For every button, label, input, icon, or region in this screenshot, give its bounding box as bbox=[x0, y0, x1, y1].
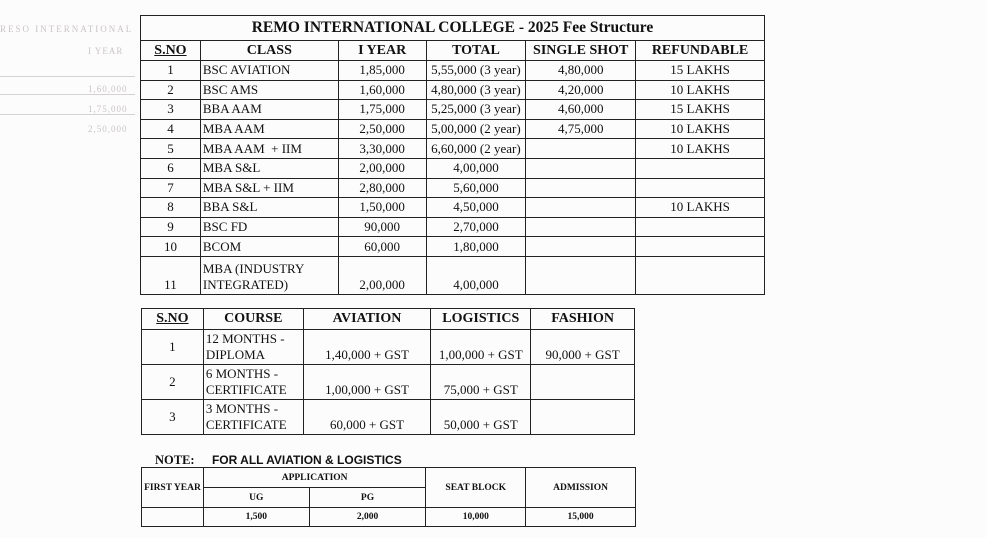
cell-i-year: 60,000 bbox=[338, 237, 426, 257]
cell-total: 5,00,000 (2 year) bbox=[426, 119, 526, 139]
cell-logistics: 1,00,000 + GST bbox=[431, 330, 531, 365]
cell-sno: 11 bbox=[141, 256, 201, 294]
empty-cell bbox=[142, 508, 204, 527]
cell-class: BSC FD bbox=[200, 217, 338, 237]
cell-sno: 6 bbox=[141, 158, 201, 178]
cell-aviation: 60,000 + GST bbox=[303, 400, 431, 435]
pg-label: PG bbox=[309, 488, 426, 508]
short-course-table bbox=[141, 308, 635, 435]
table-row bbox=[141, 80, 765, 100]
table-row bbox=[141, 139, 765, 159]
cell-class: MBA AAM bbox=[200, 119, 338, 139]
cell-total: 5,55,000 (3 year) bbox=[426, 61, 526, 81]
table-row bbox=[141, 198, 765, 218]
cell-refundable bbox=[636, 217, 765, 237]
cell-i-year: 3,30,000 bbox=[338, 139, 426, 159]
cell-logistics: 75,000 + GST bbox=[431, 365, 531, 400]
cell-i-year: 1,60,000 bbox=[338, 80, 426, 100]
cell-class-line2: INTEGRATED) bbox=[202, 276, 289, 292]
cell-refundable bbox=[636, 178, 765, 198]
cell-i-year: 1,75,000 bbox=[338, 100, 426, 120]
cell-class-line1: MBA (INDUSTRY bbox=[202, 260, 305, 276]
cell-refundable: 15 LAKHS bbox=[636, 61, 765, 81]
table-row bbox=[141, 256, 765, 294]
cell-class: MBA S&L bbox=[200, 158, 338, 178]
cell-single-shot bbox=[526, 217, 636, 237]
admission-value: 15,000 bbox=[526, 508, 636, 527]
cell-refundable: 10 LAKHS bbox=[636, 139, 765, 159]
table-row bbox=[142, 330, 635, 365]
cell-sno: 3 bbox=[141, 100, 201, 120]
cell-total: 4,00,000 bbox=[426, 158, 526, 178]
table-row bbox=[141, 119, 765, 139]
cell-single-shot bbox=[526, 178, 636, 198]
cell-fashion: 90,000 + GST bbox=[531, 330, 635, 365]
table-header-row bbox=[142, 309, 635, 330]
cell-class: MBA AAM + IIM bbox=[200, 139, 338, 159]
cell-sno: 7 bbox=[141, 178, 201, 198]
seat-block-label: SEAT BLOCK bbox=[426, 468, 526, 508]
cell-aviation: 1,40,000 + GST bbox=[303, 330, 431, 365]
cell-course-line2: CERTIFICATE bbox=[205, 417, 287, 432]
cell-sno: 9 bbox=[141, 217, 201, 237]
cell-total: 6,60,000 (2 year) bbox=[426, 139, 526, 159]
header-fashion: FASHION bbox=[531, 309, 635, 330]
cell-refundable bbox=[636, 237, 765, 257]
table-row bbox=[141, 61, 765, 81]
cell-fashion bbox=[531, 400, 635, 435]
cell-single-shot: 4,80,000 bbox=[526, 61, 636, 81]
page-title: REMO INTERNATIONAL COLLEGE - 2025 Fee Structure bbox=[141, 16, 765, 41]
cell-course bbox=[203, 400, 303, 435]
cell-refundable bbox=[636, 256, 765, 294]
table-row bbox=[141, 217, 765, 237]
cell-course bbox=[203, 330, 303, 365]
header-aviation: AVIATION bbox=[303, 309, 431, 330]
cell-total: 4,80,000 (3 year) bbox=[426, 80, 526, 100]
cell-total: 1,80,000 bbox=[426, 237, 526, 257]
header-sno: S.NO bbox=[141, 41, 201, 61]
header-total: TOTAL bbox=[426, 41, 526, 61]
cell-single-shot bbox=[526, 256, 636, 294]
note-label: NOTE: bbox=[155, 453, 195, 467]
cell-single-shot: 4,75,000 bbox=[526, 119, 636, 139]
cell-i-year: 2,00,000 bbox=[338, 158, 426, 178]
cell-total: 4,50,000 bbox=[426, 198, 526, 218]
cell-sno: 2 bbox=[142, 365, 204, 400]
table-row bbox=[142, 508, 636, 527]
cell-aviation: 1,00,000 + GST bbox=[303, 365, 431, 400]
header-i-year: I YEAR bbox=[338, 41, 426, 61]
cell-refundable: 15 LAKHS bbox=[636, 100, 765, 120]
header-class: CLASS bbox=[200, 41, 338, 61]
cell-sno: 1 bbox=[142, 330, 204, 365]
header-sno: S.NO bbox=[142, 309, 204, 330]
cell-total: 4,00,000 bbox=[426, 256, 526, 294]
cell-course bbox=[203, 365, 303, 400]
pg-value: 2,000 bbox=[309, 508, 426, 527]
ug-label: UG bbox=[203, 488, 309, 508]
table-header-row bbox=[141, 41, 765, 61]
header-course: COURSE bbox=[203, 309, 303, 330]
cell-i-year: 2,80,000 bbox=[338, 178, 426, 198]
cell-single-shot bbox=[526, 198, 636, 218]
table-row bbox=[142, 365, 635, 400]
cell-class: BBA AAM bbox=[200, 100, 338, 120]
header-refundable: REFUNDABLE bbox=[636, 41, 765, 61]
table-row bbox=[141, 237, 765, 257]
cell-course-line1: 6 MONTHS - bbox=[205, 366, 279, 381]
note bbox=[155, 453, 402, 468]
cell-refundable bbox=[636, 158, 765, 178]
cell-total: 2,70,000 bbox=[426, 217, 526, 237]
admission-fees-table bbox=[141, 467, 636, 527]
cell-class: BBA S&L bbox=[200, 198, 338, 218]
cell-sno: 3 bbox=[142, 400, 204, 435]
seat-block-value: 10,000 bbox=[426, 508, 526, 527]
cell-i-year: 2,00,000 bbox=[338, 256, 426, 294]
cell-class: MBA S&L + IIM bbox=[200, 178, 338, 198]
cell-class: BSC AMS bbox=[200, 80, 338, 100]
cell-i-year: 1,50,000 bbox=[338, 198, 426, 218]
cell-refundable: 10 LAKHS bbox=[636, 80, 765, 100]
cell-total: 5,60,000 bbox=[426, 178, 526, 198]
cell-class: BSC AVIATION bbox=[200, 61, 338, 81]
table-row bbox=[141, 178, 765, 198]
cell-course-line1: 12 MONTHS - bbox=[205, 331, 285, 346]
cell-i-year: 1,85,000 bbox=[338, 61, 426, 81]
cell-refundable: 10 LAKHS bbox=[636, 198, 765, 218]
cell-single-shot bbox=[526, 139, 636, 159]
cell-course-line2: DIPLOMA bbox=[205, 347, 266, 362]
cell-i-year: 2,50,000 bbox=[338, 119, 426, 139]
header-single-shot: SINGLE SHOT bbox=[526, 41, 636, 61]
cell-sno: 5 bbox=[141, 139, 201, 159]
header-logistics: LOGISTICS bbox=[431, 309, 531, 330]
application-label: APPLICATION bbox=[203, 468, 425, 488]
ug-value: 1,500 bbox=[203, 508, 309, 527]
cell-class: BCOM bbox=[200, 237, 338, 257]
cell-sno: 10 bbox=[141, 237, 201, 257]
cell-refundable: 10 LAKHS bbox=[636, 119, 765, 139]
table-row bbox=[141, 158, 765, 178]
bleed-through-artifact: RESO INTERNATIONAL I YEAR 1,60,000 1,75,000 2,50,000 bbox=[0, 24, 134, 134]
cell-sno: 8 bbox=[141, 198, 201, 218]
cell-course-line2: CERTIFICATE bbox=[205, 382, 287, 397]
cell-sno: 1 bbox=[141, 61, 201, 81]
first-year-label: FIRST YEAR bbox=[142, 468, 204, 508]
table-row bbox=[141, 100, 765, 120]
cell-sno: 4 bbox=[141, 119, 201, 139]
cell-fashion bbox=[531, 365, 635, 400]
table-row bbox=[142, 400, 635, 435]
cell-sno: 2 bbox=[141, 80, 201, 100]
cell-class bbox=[200, 256, 338, 294]
cell-single-shot: 4,20,000 bbox=[526, 80, 636, 100]
cell-single-shot bbox=[526, 158, 636, 178]
cell-i-year: 90,000 bbox=[338, 217, 426, 237]
fee-structure-table bbox=[140, 15, 765, 295]
note-text: FOR ALL AVIATION & LOGISTICS bbox=[211, 453, 402, 467]
cell-course-line1: 3 MONTHS - bbox=[205, 401, 279, 416]
cell-logistics: 50,000 + GST bbox=[431, 400, 531, 435]
cell-total: 5,25,000 (3 year) bbox=[426, 100, 526, 120]
admission-label: ADMISSION bbox=[526, 468, 636, 508]
cell-single-shot bbox=[526, 237, 636, 257]
cell-single-shot: 4,60,000 bbox=[526, 100, 636, 120]
